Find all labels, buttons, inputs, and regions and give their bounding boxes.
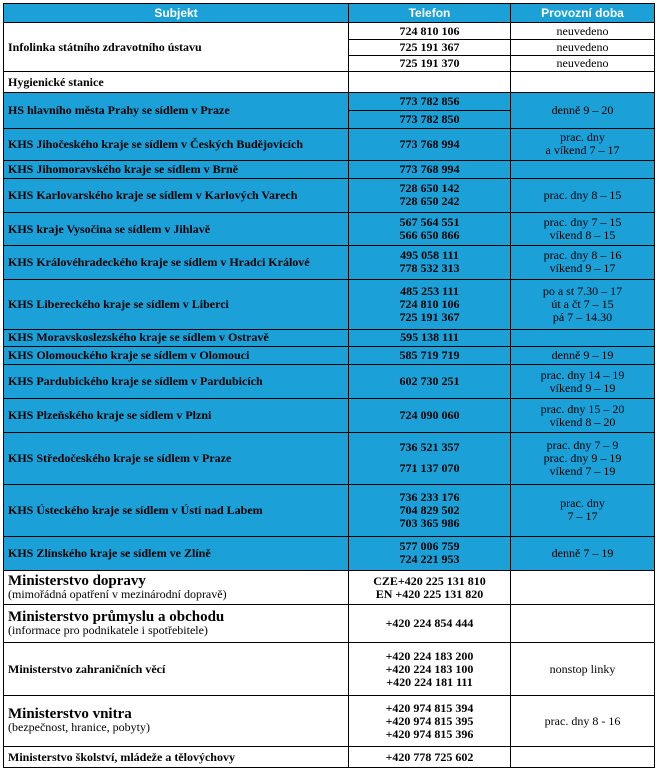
table-row (4, 365, 655, 399)
phone: 725 191 370 (349, 56, 511, 72)
phone: +420 778 725 602 (349, 747, 511, 768)
contact-table (3, 3, 655, 768)
hours: prac. dny 7 – 9 prac. dny 9 – 19 víkend 7 – 19 (511, 432, 655, 484)
header-provozni-doba: Provozní doba (511, 4, 655, 23)
phone: 773 782 850 (349, 111, 511, 128)
table-row (4, 329, 655, 346)
table-row (4, 605, 655, 643)
phone: 773 782 856 (349, 92, 511, 110)
phone: 736 233 176 704 829 502 703 365 986 (349, 484, 511, 536)
hours: prac. dny 8 – 15 (511, 178, 655, 213)
phone: 728 650 142 728 650 242 (349, 178, 511, 213)
phone: 567 564 551 566 650 866 (349, 213, 511, 246)
hours: denně 7 – 19 (511, 537, 655, 571)
hours: denně 9 – 19 (511, 347, 655, 365)
table-row (4, 128, 655, 161)
table-row (4, 23, 655, 39)
phone: 773 768 994 (349, 161, 511, 178)
phone: 595 138 111 (349, 329, 511, 346)
table-row (4, 747, 655, 768)
hours: neuvedeno (511, 56, 655, 72)
phone: 585 719 719 (349, 347, 511, 365)
hours: nonstop linky (511, 643, 655, 696)
station-name: KHS Královéhradeckého kraje se sídlem v Hradci Králové (4, 245, 349, 279)
ministry-note: (bezpečnost, hranice, pobyty) (8, 720, 150, 735)
ministry-name: Ministerstvo dopravy (mimořádná opatření v mezinárodní dopravě) (4, 570, 349, 605)
station-name: HS hlavního města Prahy se sídlem v Praze (4, 92, 349, 128)
hours: prac. dny 7 – 15 víkend 8 – 15 (511, 213, 655, 246)
phone: 495 058 111 778 532 313 (349, 245, 511, 279)
table-row (4, 570, 655, 605)
ministry-name: Ministerstvo vnitra (bezpečnost, hranice, pobyty) (4, 696, 349, 747)
table-row (4, 347, 655, 365)
station-name: KHS Jihočeského kraje se sídlem v Českých Budějovicích (4, 128, 349, 161)
station-name: KHS Plzeňského kraje se sídlem v Plzni (4, 399, 349, 433)
hours: prac. dny a víkend 7 – 17 (511, 128, 655, 161)
table-row (4, 161, 655, 178)
hours: neuvedeno (511, 39, 655, 55)
table-header-row (4, 4, 655, 23)
table-row (4, 643, 655, 696)
phone: 736 521 357 771 137 070 (349, 432, 511, 484)
table-row (4, 213, 655, 246)
section-title: Hygienické stanice (4, 72, 349, 92)
phone: CZE+420 225 131 810 EN +420 225 131 820 (349, 570, 511, 605)
station-name: KHS Jihomoravského kraje se sídlem v Brně (4, 161, 349, 178)
phone: +420 224 183 200 +420 224 183 100 +420 224 181 111 (349, 643, 511, 696)
phone: 577 006 759 724 221 953 (349, 537, 511, 571)
header-telefon: Telefon (349, 4, 511, 23)
ministry-note: (mimořádná opatření v mezinárodní dopravě) (8, 586, 227, 601)
table-row (4, 92, 655, 110)
station-name: KHS kraje Vysočina se sídlem v Jihlavě (4, 213, 349, 246)
table-row (4, 399, 655, 433)
hours: prac. dny 8 - 16 (511, 696, 655, 747)
station-name: KHS Zlínského kraje se sídlem ve Zlíně (4, 537, 349, 571)
phone: 724 810 106 (349, 23, 511, 39)
hours: prac. dny 15 – 20 víkend 8 – 20 (511, 399, 655, 433)
station-name: KHS Pardubického kraje se sídlem v Pardubicích (4, 365, 349, 399)
hours: prac. dny 14 – 19 víkend 9 – 19 (511, 365, 655, 399)
hours: denně 9 – 20 (511, 92, 655, 128)
phone: +420 224 854 444 (349, 605, 511, 643)
table-row (4, 484, 655, 536)
ministry-name: Ministerstvo průmyslu a obchodu (informace pro podnikatele i spotřebitele) (4, 605, 349, 643)
station-name: KHS Karlovarského kraje se sídlem v Karlových Varech (4, 178, 349, 213)
phone: 773 768 994 (349, 128, 511, 161)
ministry-name: Ministerstvo školství, mládeže a tělovýchovy (4, 747, 349, 768)
phone: 485 253 111 724 810 106 725 191 367 (349, 279, 511, 329)
hours: prac. dny 7 – 17 (511, 484, 655, 536)
station-name: KHS Středočeského kraje se sídlem v Praze (4, 432, 349, 484)
station-name: KHS Ústeckého kraje se sídlem v Ústí nad Labem (4, 484, 349, 536)
station-name: KHS Libereckého kraje se sídlem v Liberci (4, 279, 349, 329)
table-row (4, 537, 655, 571)
table-row (4, 245, 655, 279)
hours: neuvedeno (511, 23, 655, 39)
section-row (4, 72, 655, 92)
station-name: KHS Olomouckého kraje se sídlem v Olomouci (4, 347, 349, 365)
table-row (4, 696, 655, 747)
station-name: KHS Moravskoslezského kraje se sídlem v Ostravě (4, 329, 349, 346)
hours: prac. dny 8 – 16 víkend 9 – 17 (511, 245, 655, 279)
table-row (4, 279, 655, 329)
phone: 724 090 060 (349, 399, 511, 433)
phone: 602 730 251 (349, 365, 511, 399)
header-subjekt: Subjekt (4, 4, 349, 23)
ministry-note: (informace pro podnikatele i spotřebitele) (8, 622, 208, 637)
table-row (4, 432, 655, 484)
ministry-name: Ministerstvo zahraničních věcí (4, 643, 349, 696)
infolinka-name: Infolinka státního zdravotního ústavu (4, 23, 349, 72)
table-row (4, 178, 655, 213)
hours: po a st 7.30 – 17 út a čt 7 – 15 pá 7 – 14.30 (511, 279, 655, 329)
phone: 725 191 367 (349, 39, 511, 55)
phone: +420 974 815 394 +420 974 815 395 +420 974 815 396 (349, 696, 511, 747)
